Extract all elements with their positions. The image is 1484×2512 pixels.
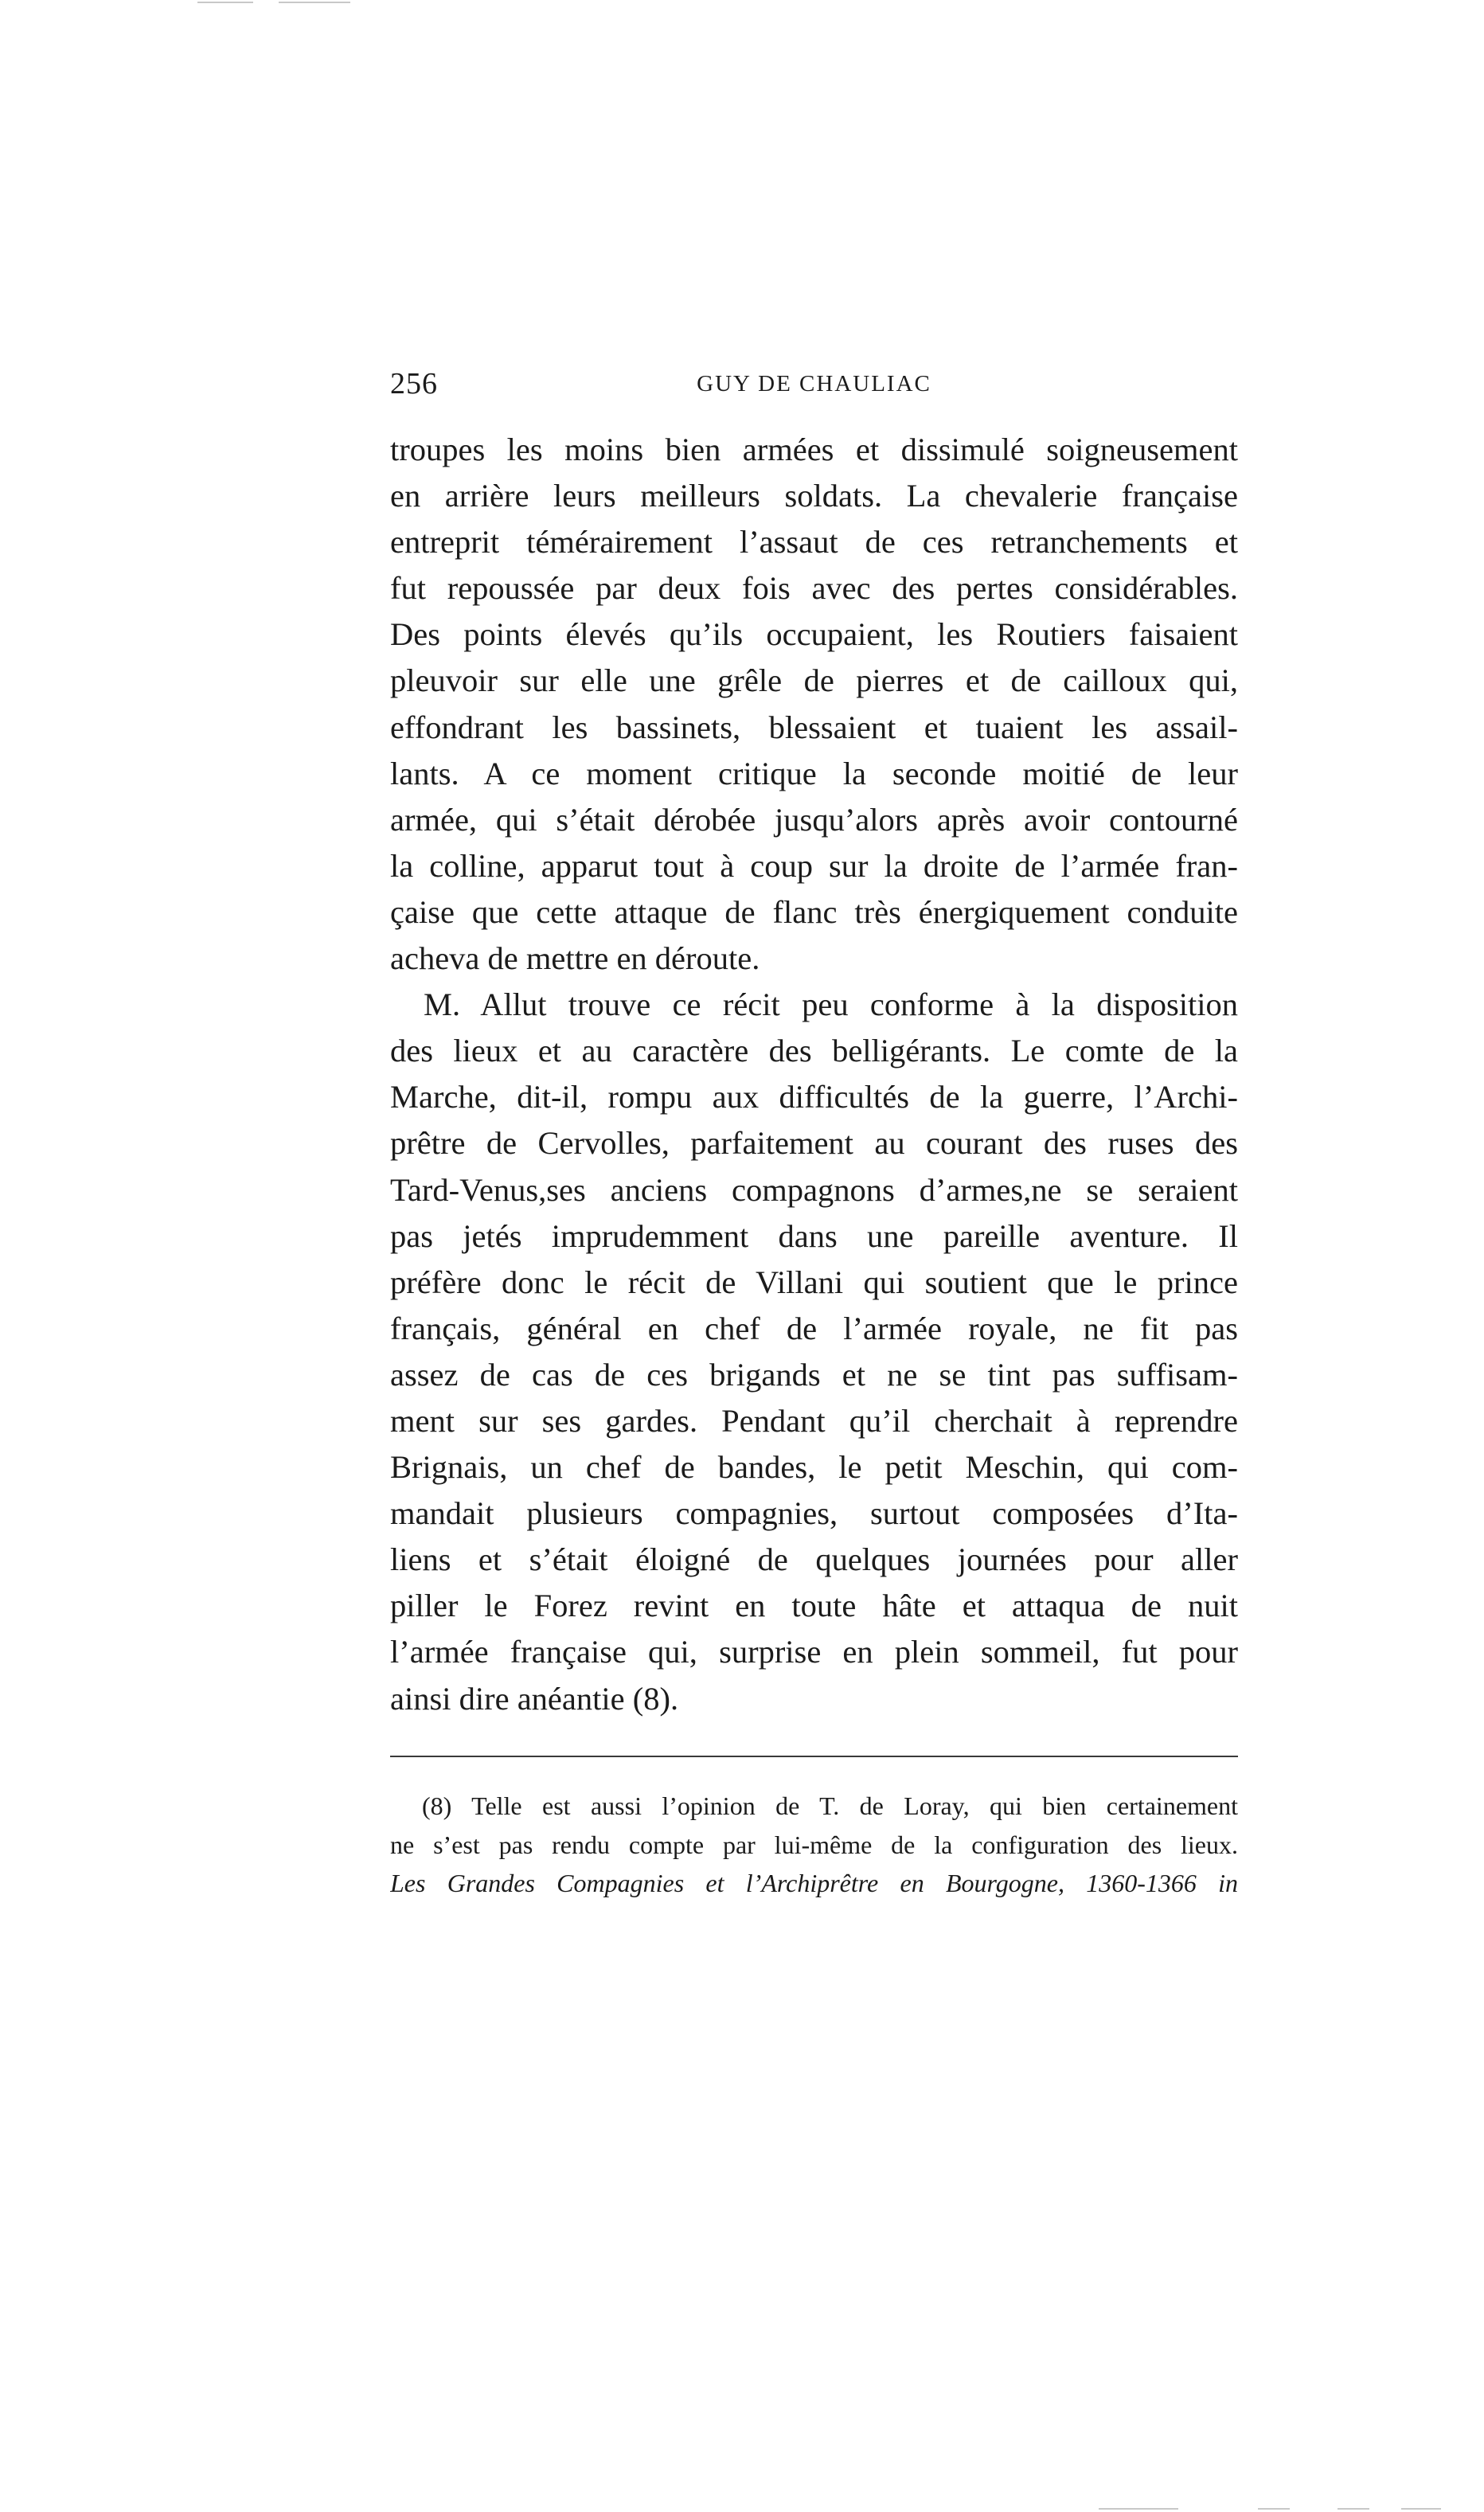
- text-line: M. Allut trouve ce récit peu conforme à la disposition: [424, 986, 1238, 1023]
- text-line: des lieux et au caractère des belligérants. Le comte de la: [390, 1033, 1238, 1069]
- scan-mark: [1099, 2508, 1178, 2510]
- running-title: GUY DE CHAULIAC: [697, 371, 931, 397]
- text-line: français, général en chef de l’armée royale, ne fit pas: [390, 1310, 1238, 1346]
- scan-mark: [279, 2, 350, 3]
- text-line: pas jetés imprudemment dans une pareille aventure. Il: [390, 1217, 1238, 1254]
- scan-mark: [197, 2, 253, 3]
- text-line: pleuvoir sur elle une grêle de pierres et de cailloux qui,: [390, 662, 1238, 699]
- text-line: armée, qui s’était dérobée jusqu’alors après avoir contourné: [390, 801, 1238, 838]
- text-line: la colline, apparut tout à coup sur la droite de l’armée fran-: [390, 847, 1238, 884]
- text-line: prêtre de Cervolles, parfaitement au courant des ruses des: [390, 1125, 1238, 1162]
- footnote: [390, 1787, 1238, 1903]
- text-line: assez de cas de ces brigands et ne se tint pas suffisam-: [390, 1356, 1238, 1393]
- text-line: mandait plusieurs compagnies, surtout composées d’Ita-: [390, 1495, 1238, 1532]
- text-line: ment sur ses gardes. Pendant qu’il cherchait à reprendre: [390, 1402, 1238, 1439]
- body-text: [390, 427, 1238, 1722]
- footnote-line: (8) Telle est aussi l’opinion de T. de Loray, qui bien certainement: [422, 1791, 1238, 1820]
- text-line: acheva de mettre en déroute.: [390, 940, 760, 977]
- text-line: Marche, dit-il, rompu aux difficultés de la guerre, l’Archi-: [390, 1079, 1238, 1115]
- text-line: Des points élevés qu’ils occupaient, les Routiers faisaient: [390, 616, 1238, 653]
- text-line: Brignais, un chef de bandes, le petit Meschin, qui com-: [390, 1449, 1238, 1486]
- text-line: entreprit témérairement l’assaut de ces retranchements et: [390, 524, 1238, 561]
- text-line: piller le Forez revint en toute hâte et attaqua de nuit: [390, 1588, 1238, 1624]
- text-line: préfère donc le récit de Villani qui soutient que le prince: [390, 1264, 1238, 1300]
- text-line: Tard-Venus,ses anciens compagnons d’armes,ne se seraient: [390, 1171, 1238, 1208]
- footnote-line: Les Grandes Compagnies et l’Archiprêtre en Bourgogne, 1360-1366 in: [390, 1869, 1238, 1897]
- text-line: liens et s’était éloigné de quelques journées pour aller: [390, 1541, 1238, 1578]
- footnote-divider: [390, 1756, 1238, 1757]
- scan-mark: [1258, 2508, 1290, 2510]
- text-line: effondrant les bassinets, blessaient et tuaient les assail-: [390, 709, 1238, 745]
- page-number: 256: [390, 367, 438, 400]
- text-line: fut repoussée par deux fois avec des pertes considérables.: [390, 570, 1238, 607]
- scan-mark: [1401, 2508, 1441, 2510]
- text-line: ainsi dire anéantie (8).: [390, 1680, 679, 1717]
- page-header: [390, 366, 1238, 414]
- footnote-line: ne s’est pas rendu compte par lui-même de la configuration des lieux.: [390, 1830, 1238, 1859]
- text-line: lants. A ce moment critique la seconde moitié de leur: [390, 755, 1238, 791]
- text-line: l’armée française qui, surprise en plein sommeil, fut pour: [390, 1634, 1238, 1670]
- text-line: çaise que cette attaque de flanc très énergiquement conduite: [390, 893, 1238, 930]
- text-line: en arrière leurs meilleurs soldats. La chevalerie française: [390, 478, 1238, 514]
- text-line: troupes les moins bien armées et dissimulé soigneusement: [390, 432, 1238, 467]
- scan-mark: [1338, 2508, 1369, 2510]
